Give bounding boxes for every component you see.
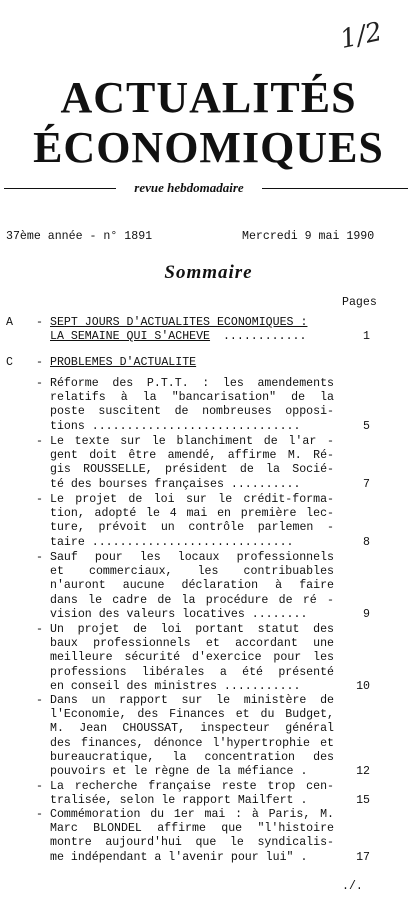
section-dash: - — [36, 316, 43, 329]
entry-text-line: ture, prévoit un contrôle parlemen - — [50, 521, 334, 535]
entry-text-line: l'Economie, des Finances et du Budget, — [50, 708, 334, 722]
section-a-page-number: 1 — [363, 330, 370, 343]
toc-entry — [36, 808, 336, 865]
entry-dash: - — [36, 377, 43, 390]
entry-page-number: 8 — [363, 535, 370, 549]
entry-page-number: 15 — [356, 794, 370, 808]
entry-text-line: Le texte sur le blanchiment de l'ar - — [50, 435, 334, 448]
entry-page-number: 12 — [356, 765, 370, 778]
section-a-title-line2: LA SEMAINE QUI S'ACHEVE — [50, 330, 211, 343]
entry-page-number: 10 — [356, 679, 370, 693]
toc-entry — [36, 551, 336, 622]
subtitle-rule-right — [262, 188, 408, 189]
entry-text-line: vision des valeurs locatives ........ — [50, 607, 308, 621]
entry-dash: - — [36, 493, 43, 506]
issue-date: Mercredi 9 mai 1990 — [242, 230, 375, 243]
entry-text-line: dans le cadre de la procédure de ré - — [50, 593, 334, 607]
entry-text-line: tions .............................. — [50, 419, 301, 433]
continued-marker: ./. — [342, 880, 363, 893]
pages-column-heading: Pages — [342, 296, 377, 309]
entry-dash: - — [36, 551, 43, 564]
entry-text-line: gis ROUSSELLE, président de la Socié- — [50, 463, 334, 477]
entry-text-line: n'auront aucune déclaration à faire — [50, 579, 334, 593]
entry-text-line: des finances, dénonce l'hypertrophie et — [50, 736, 334, 750]
entry-text-line: relatifs à la "bancarisation" de la — [50, 391, 334, 405]
entry-text-line: baux professionnels et accordant une — [50, 637, 334, 651]
entry-page-number: 17 — [356, 850, 370, 864]
section-letter: C — [6, 356, 13, 369]
entry-dash: - — [36, 808, 43, 821]
entry-text-line: et commerciaux, les contribuables — [50, 565, 334, 579]
entry-dash: - — [36, 780, 43, 793]
entry-text-line: Réforme des P.T.T. : les amendements — [50, 377, 334, 390]
entry-text-line: té des bourses françaises .......... — [50, 477, 301, 491]
entry-text-line: en conseil des ministres ........... — [50, 679, 301, 693]
section-letter: A — [6, 316, 13, 329]
section-a-leader-dots: ............ — [216, 330, 307, 343]
entry-text-line: Un projet de loi portant statut des — [50, 623, 334, 636]
toc-entry — [36, 694, 336, 779]
handwritten-page-note: 1/2 — [337, 16, 385, 55]
entry-text-line: tion, adopté le 4 mai en première lec- — [50, 507, 334, 521]
entry-text-line: meilleure sécurité d'exercice pour les — [50, 651, 334, 665]
entry-dash: - — [36, 623, 43, 636]
masthead-title-line2: ÉCONOMIQUES — [33, 123, 384, 172]
entry-text-line: taire ............................. — [50, 535, 294, 549]
entry-text-line: La recherche française reste trop cen- — [50, 780, 334, 793]
entry-dash: - — [36, 694, 43, 707]
entry-text-line: M. Jean CHOUSSAT, inspecteur général — [50, 722, 334, 736]
entry-text-line: gent doit être amendé, affirme M. Ré- — [50, 449, 334, 463]
entry-text-line: tralisée, selon le rapport Mailfert . — [50, 794, 308, 808]
entry-text-line: Dans un rapport sur le ministère de — [50, 694, 334, 707]
entry-text-line: Sauf pour les locaux professionnels — [50, 551, 334, 564]
issue-number: 37ème année - n° 1891 — [6, 230, 153, 243]
entry-text-line: Commémoration du 1er mai : à Paris, M. — [50, 808, 334, 821]
entry-text-line: Marc BLONDEL affirme que "l'histoire — [50, 822, 334, 836]
subtitle: revue hebdomadaire — [134, 180, 244, 195]
toc-entry — [36, 623, 336, 694]
toc-entry — [36, 377, 336, 434]
entry-page-number: 7 — [363, 477, 370, 491]
section-c-title: PROBLEMES D'ACTUALITE — [50, 356, 197, 369]
entry-dash: - — [36, 435, 43, 448]
entry-page-number: 5 — [363, 419, 370, 433]
entry-text-line: professions libérales a été présenté — [50, 665, 334, 679]
sommaire-heading: Sommaire — [164, 262, 253, 283]
entry-text-line: Le projet de loi sur le crédit-forma- — [50, 493, 334, 506]
masthead-title-line1: ACTUALITÉS — [60, 73, 357, 122]
section-dash: - — [36, 356, 43, 369]
section-a-title-line1: SEPT JOURS D'ACTUALITES ECONOMIQUES : — [50, 316, 308, 329]
entry-text-line: poste suscitent de nombreuses opposi- — [50, 405, 334, 419]
entry-page-number: 9 — [363, 607, 370, 621]
subtitle-rule-left — [4, 188, 116, 189]
entry-text-line: pouvoirs et le règne de la méfiance . — [50, 765, 308, 778]
entry-text-line: montre aujourd'hui que le syndicalis- — [50, 836, 334, 850]
toc-entry — [36, 780, 336, 808]
toc-entry — [36, 493, 336, 550]
subtitle-row — [4, 180, 408, 196]
toc-entry — [36, 435, 336, 492]
entry-text-line: me indépendant a l'avenir pour lui" . — [50, 850, 308, 864]
entry-text-line: bureaucratique, la concentration des — [50, 750, 334, 764]
